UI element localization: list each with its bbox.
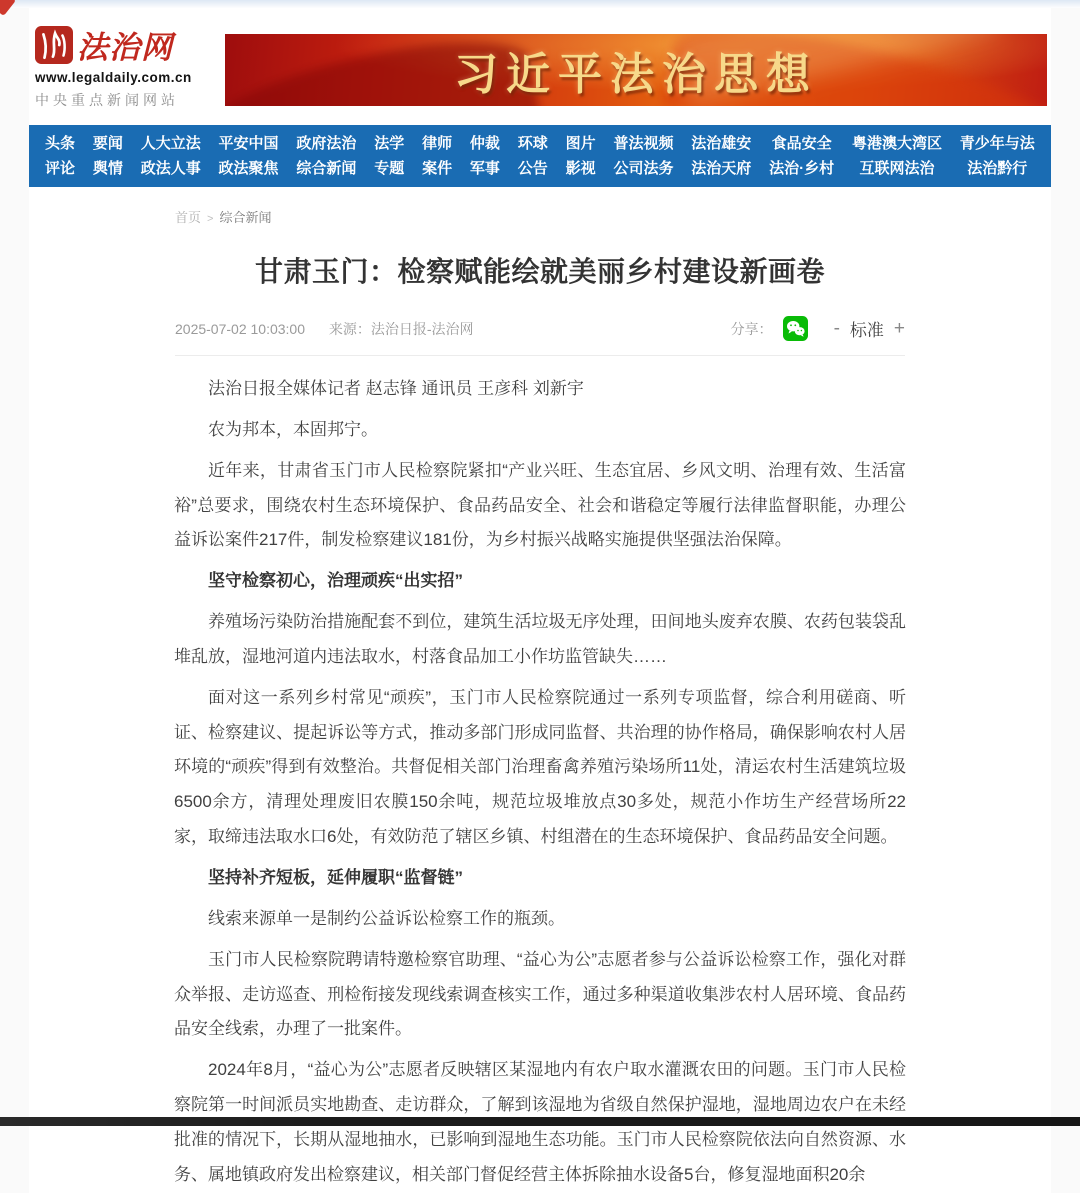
- nav-link[interactable]: 仲裁: [469, 135, 500, 152]
- nav-column: [613, 131, 673, 181]
- main-nav: [29, 125, 1051, 187]
- nav-column: [141, 131, 201, 181]
- font-size-label[interactable]: 标准: [849, 321, 884, 340]
- article-paragraph: 近年来，甘肃省玉门市人民检察院紧扣“产业兴旺、生态宜居、乡风文明、治理有效、生活富裕”总要求，围绕农村生态环境保护、食品药品安全、社会和谐稳定等履行法律监督职能，办理公益诉讼案件217件，制发检察建议181份，为乡村振兴战略实施提供坚强法治保障。: [174, 460, 906, 550]
- nav-link[interactable]: 粤港澳大湾区: [851, 135, 942, 152]
- nav-link[interactable]: 律师: [422, 135, 453, 152]
- nav-column: [769, 131, 834, 181]
- nav-link[interactable]: 头条: [45, 135, 76, 152]
- nav-link[interactable]: 评论: [45, 160, 76, 177]
- nav-column: [374, 131, 404, 181]
- publish-datetime: 2025-07-02 10:03:00: [175, 320, 305, 337]
- breadcrumb: [175, 207, 1051, 226]
- article-paragraph: 面对这一系列乡村常见“顽疾”，玉门市人民检察院通过一系列专项监督，综合利用磋商、听证、检察建议、提起诉讼等方式，推动多部门形成同监督、共治理的协作格局，确保影响农村人居环境的“顽疾”得到有效整治。共督促相关部门治理畜禽养殖污染场所11处，清运农村生活建筑垃圾6500余方，清理处理废旧农膜150余吨，规范垃圾堆放点30多处，规范小作坊生产经营场所22家，取缔违法取水口6处，有效防范了辖区乡镇、村组潜在的生态环境保护、食品药品安全问题。: [174, 687, 906, 847]
- nav-link[interactable]: 法治天府: [691, 160, 752, 177]
- nav-link[interactable]: 影视: [565, 160, 596, 177]
- article-paragraph: 养殖场污染防治措施配套不到位，建筑生活垃圾无序处理，田间地头废弃农膜、农药包装袋乱堆乱放，湿地河道内违法取水，村落食品加工小作坊监管缺失……: [174, 612, 906, 666]
- site-url: www.legaldaily.com.cn: [35, 70, 192, 85]
- nav-link[interactable]: 综合新闻: [296, 160, 357, 177]
- nav-column: [296, 131, 356, 181]
- font-increase-button[interactable]: +: [893, 317, 905, 339]
- article-paragraph: 线索来源单一是制约公益诉讼检察工作的瓶颈。: [208, 908, 565, 928]
- section-heading: 坚守检察初心，治理顽疾“出实招”: [208, 571, 463, 591]
- legaldaily-seal-icon: [35, 26, 73, 64]
- page-container: [29, 8, 1051, 1193]
- nav-column: [93, 131, 123, 181]
- article-meta-right: [731, 316, 905, 341]
- site-name: 法治网: [77, 30, 173, 66]
- font-decrease-button[interactable]: -: [833, 317, 840, 339]
- nav-link[interactable]: 环球: [517, 135, 548, 152]
- nav-link[interactable]: 互联网法治: [859, 160, 935, 177]
- nav-link[interactable]: 军事: [469, 160, 500, 177]
- nav-link[interactable]: 舆情: [92, 160, 123, 177]
- article-paragraph: 玉门市人民检察院聘请特邀检察官助理、“益心为公”志愿者参与公益诉讼检察工作，强化对群众举报、走访巡查、刑检衔接发现线索调查核实工作，通过多种渠道收集涉农村人居环境、食品药品安全线索，办理了一批案件。: [174, 949, 906, 1039]
- breadcrumb-home[interactable]: 首页: [175, 210, 202, 225]
- nav-link[interactable]: 公司法务: [613, 160, 674, 177]
- nav-column: [852, 131, 942, 181]
- bottom-cutoff-bar: [0, 1117, 1080, 1126]
- site-tagline: 中央重点新闻网站: [35, 92, 179, 108]
- site-header: [29, 8, 1051, 110]
- section-heading: 坚持补齐短板，延伸履职“监督链”: [208, 867, 463, 887]
- nav-link[interactable]: 图片: [565, 135, 596, 152]
- nav-link[interactable]: 政法聚焦: [218, 160, 279, 177]
- nav-link[interactable]: 政法人事: [140, 160, 201, 177]
- article-body: [174, 372, 906, 1193]
- nav-link[interactable]: 平安中国: [218, 135, 279, 152]
- share-label: 分享：: [730, 320, 773, 337]
- nav-column: [960, 131, 1035, 181]
- page-corner-mark: [0, 0, 16, 16]
- article-title: 甘肃玉门：检察赋能绘就美丽乡村建设新画卷: [254, 256, 825, 287]
- nav-column: [518, 131, 548, 181]
- article-paragraph: 农为邦本，本固邦宁。: [208, 419, 378, 439]
- logo-row: [35, 22, 201, 67]
- nav-link[interactable]: 法学: [374, 135, 405, 152]
- article-meta: [175, 316, 905, 356]
- nav-column: [45, 131, 75, 181]
- nav-link[interactable]: 法治黔行: [967, 160, 1028, 177]
- nav-column: [219, 131, 279, 181]
- nav-column: [691, 131, 751, 181]
- article-meta-left: [175, 319, 474, 339]
- nav-link[interactable]: 要闻: [92, 135, 123, 152]
- breadcrumb-separator: >: [207, 213, 214, 225]
- nav-link[interactable]: 食品安全: [771, 135, 832, 152]
- top-gradient-strip: [0, 0, 1080, 8]
- article-paragraph: 法治日报全媒体记者 赵志锋 通讯员 王彦科 刘新宇: [208, 379, 584, 398]
- nav-link[interactable]: 普法视频: [613, 135, 674, 152]
- article-paragraph: 2024年8月，“益心为公”志愿者反映辖区某湿地内有农户取水灌溉农田的问题。玉门市人民检察院第一时间派员实地勘查、走访群众，了解到该湿地为省级自然保护湿地，湿地周边农户在未经批准的情况下，长期从湿地抽水，已影响到湿地生态功能。玉门市人民检察院依法向自然资源、水务、属地镇政府发出检察建议，相关部门督促经营主体拆除抽水设备5台，修复湿地面积20余: [174, 1060, 906, 1184]
- banner-title: 习近平法治思想: [454, 49, 818, 100]
- wechat-share-icon[interactable]: [783, 316, 808, 341]
- nav-link[interactable]: 法治·乡村: [769, 160, 835, 177]
- nav-link[interactable]: 人大立法: [140, 135, 201, 152]
- nav-link[interactable]: 专题: [374, 160, 405, 177]
- nav-column: [422, 131, 452, 181]
- nav-link[interactable]: 案件: [422, 160, 453, 177]
- nav-link[interactable]: 公告: [517, 160, 548, 177]
- breadcrumb-current[interactable]: 综合新闻: [219, 210, 272, 225]
- nav-link[interactable]: 青少年与法: [959, 135, 1035, 152]
- article-source: 来源：法治日报-法治网: [328, 320, 474, 337]
- nav-link[interactable]: 法治雄安: [691, 135, 752, 152]
- nav-column: [566, 131, 596, 181]
- site-logo[interactable]: [31, 22, 201, 110]
- nav-column: [470, 131, 500, 181]
- top-banner[interactable]: [225, 34, 1047, 106]
- nav-link[interactable]: 政府法治: [296, 135, 357, 152]
